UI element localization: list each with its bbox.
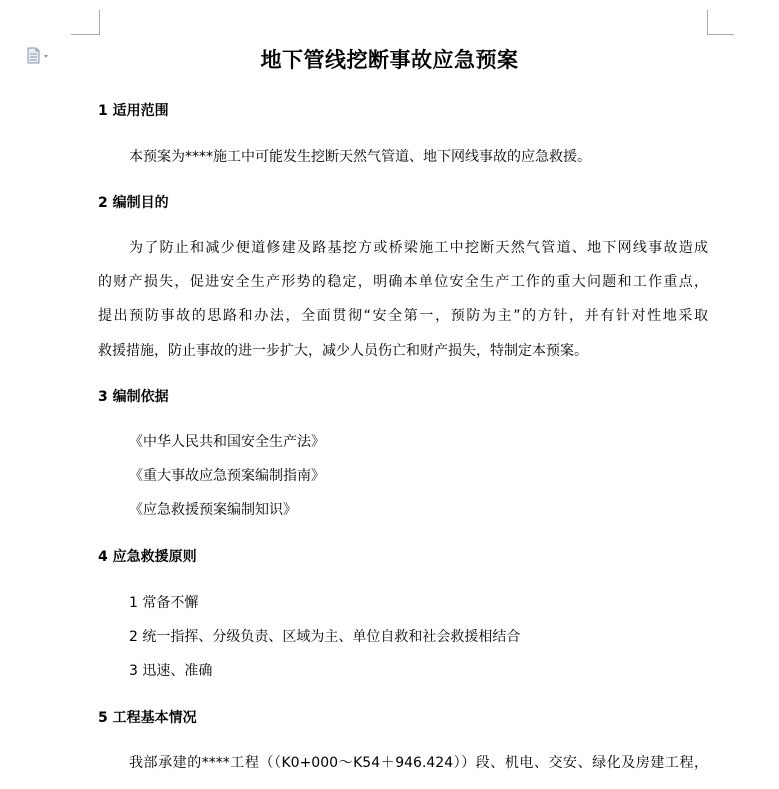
- list-item: 《中华人民共和国安全生产法》: [129, 434, 325, 450]
- section-heading-2: 2 编制目的: [98, 195, 169, 211]
- section-heading-1: 1 适用范围: [98, 103, 169, 119]
- paragraph-line: 为了防止和减少便道修建及路基挖方或桥梁施工中挖断天然气管道、地下网线事故造成: [129, 240, 708, 256]
- paragraph-line: 我部承建的****工程（（K0+000～K54＋946.424））段、机电、交安、绿化及房建工程，: [129, 755, 708, 771]
- page-corner-mark-left: [71, 10, 100, 35]
- list-item: 3 迅速、准确: [129, 663, 213, 679]
- page-title: 地下管线挖断事故应急预案: [260, 48, 519, 72]
- section-heading-5: 5 工程基本情况: [98, 710, 197, 726]
- list-item: 1 常备不懈: [129, 595, 199, 611]
- paragraph-line: 提出预防事故的思路和办法，全面贯彻“安全第一，预防为主”的方针，并有针对性地采取: [98, 308, 708, 324]
- list-item: 《应急救援预案编制知识》: [129, 502, 297, 518]
- paragraph-line: 的财产损失，促进安全生产形势的稳定，明确本单位安全生产工作的重大问题和工作重点，: [98, 274, 708, 290]
- list-item: 2 统一指挥、分级负责、区域为主、单位自救和社会救援相结合: [129, 629, 521, 645]
- page-corner-mark-right: [707, 10, 734, 35]
- paragraph-line: 救援措施，防止事故的进一步扩大，减少人员伤亡和财产损失，特制定本预案。: [98, 343, 588, 359]
- paragraph: 本预案为****施工中可能发生挖断天然气管道、地下网线事故的应急救援。: [129, 149, 591, 165]
- section-heading-3: 3 编制依据: [98, 389, 169, 405]
- list-item: 《重大事故应急预案编制指南》: [129, 468, 325, 484]
- section-heading-4: 4 应急救援原则: [98, 549, 197, 565]
